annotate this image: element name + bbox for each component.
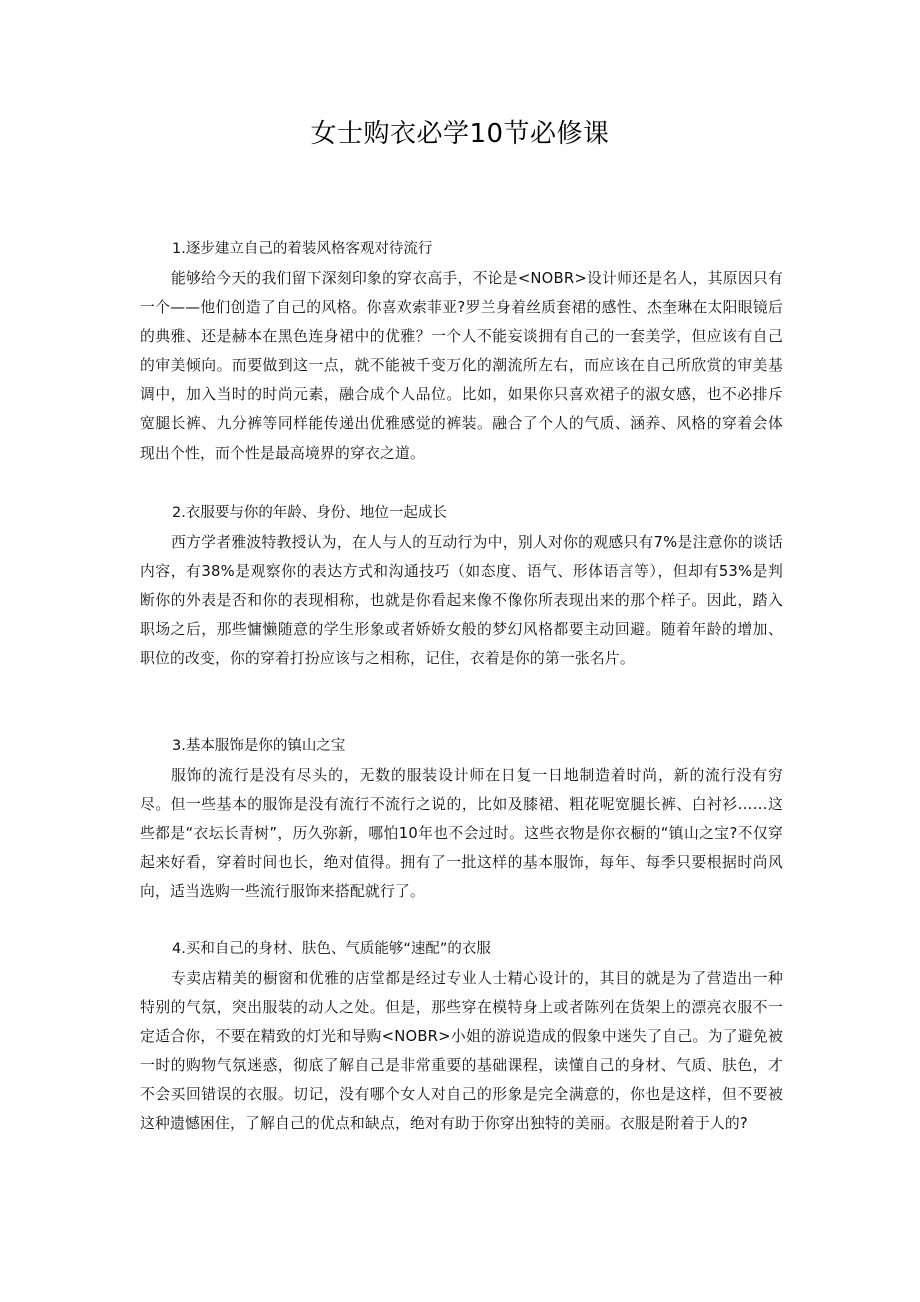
section-2 — [140, 498, 783, 673]
section-heading: 3.基本服饰是你的镇山之宝 — [172, 738, 346, 754]
document-title: 女士购衣必学10节必修课 — [310, 119, 610, 149]
section-heading: 4.买和自己的身材、肤色、气质能够“速配”的衣服 — [172, 941, 491, 957]
section-heading: 1.逐步建立自己的着装风格客观对待流行 — [172, 241, 433, 257]
section-3 — [140, 731, 783, 906]
section-body: 服饰的流行是没有尽头的，无数的服装设计师在日复一日地制造着时尚，新的流行没有穷尽。但一些基本的服饰是没有流行不流行之说的，比如及膝裙、粗花呢宽腿长裤、白衬衫……这些都是“衣坛长青树”，历久弥新，哪怕10年也不会过时。这些衣物是你衣橱的“镇山之宝?不仅穿起来好看，穿着时间也长，绝对值得。拥有了一批这样的基本服饰，每年、每季只要根据时尚风向，适当选购一些流行服饰来搭配就行了。 — [140, 767, 783, 901]
section-body: 专卖店精美的橱窗和优雅的店堂都是经过专业人士精心设计的，其目的就是为了营造出一种特别的气氛，突出服装的动人之处。但是，那些穿在模特身上或者陈列在货架上的漂亮衣服不一定适合你，不要在精致的灯光和导购<NOBR>小姐的游说造成的假象中迷失了自己。为了避免被一时的购物气氛迷惑，彻底了解自己是非常重要的基础课程，读懂自己的身材、气质、肤色，才不会买回错误的衣服。切记，没有哪个女人对自己的形象是完全满意的，你也是这样，但不要被这种遗憾困住，了解自己的优点和缺点，绝对有助于你穿出独特的美丽。衣服是附着于人的? — [140, 970, 783, 1133]
section-4 — [140, 934, 783, 1139]
section-1 — [140, 234, 783, 468]
section-body: 能够给今天的我们留下深刻印象的穿衣高手，不论是<NOBR>设计师还是名人，其原因只有一个——他们创造了自己的风格。你喜欢索菲亚?罗兰身着丝质套裙的感性、杰奎琳在太阳眼镜后的典雅、还是赫本在黑色连身裙中的优雅？一个人不能妄谈拥有自己的一套美学，但应该有自己的审美倾向。而要做到这一点，就不能被千变万化的潮流所左右，而应该在自己所欣赏的审美基调中，加入当时的时尚元素，融合成个人品位。比如，如果你只喜欢裙子的淑女感，也不必排斥宽腿长裤、九分裤等同样能传递出优雅感觉的裤装。融合了个人的气质、涵养、风格的穿着会体现出个性，而个性是最高境界的穿衣之道。 — [140, 270, 783, 462]
section-heading: 2.衣服要与你的年龄、身份、地位一起成长 — [172, 505, 447, 521]
section-body: 西方学者雅波特教授认为，在人与人的互动行为中，别人对你的观感只有7%是注意你的谈话内容，有38%是观察你的表达方式和沟通技巧（如态度、语气、形体语言等），但却有53%是判断你的外表是否和你的表现相称，也就是你看起来像不像你所表现出来的那个样子。因此，踏入职场之后，那些慵懒随意的学生形象或者娇娇女般的梦幻风格都要主动回避。随着年龄的增加、职位的改变，你的穿着打扮应该与之相称，记住，衣着是你的第一张名片。 — [140, 534, 783, 668]
